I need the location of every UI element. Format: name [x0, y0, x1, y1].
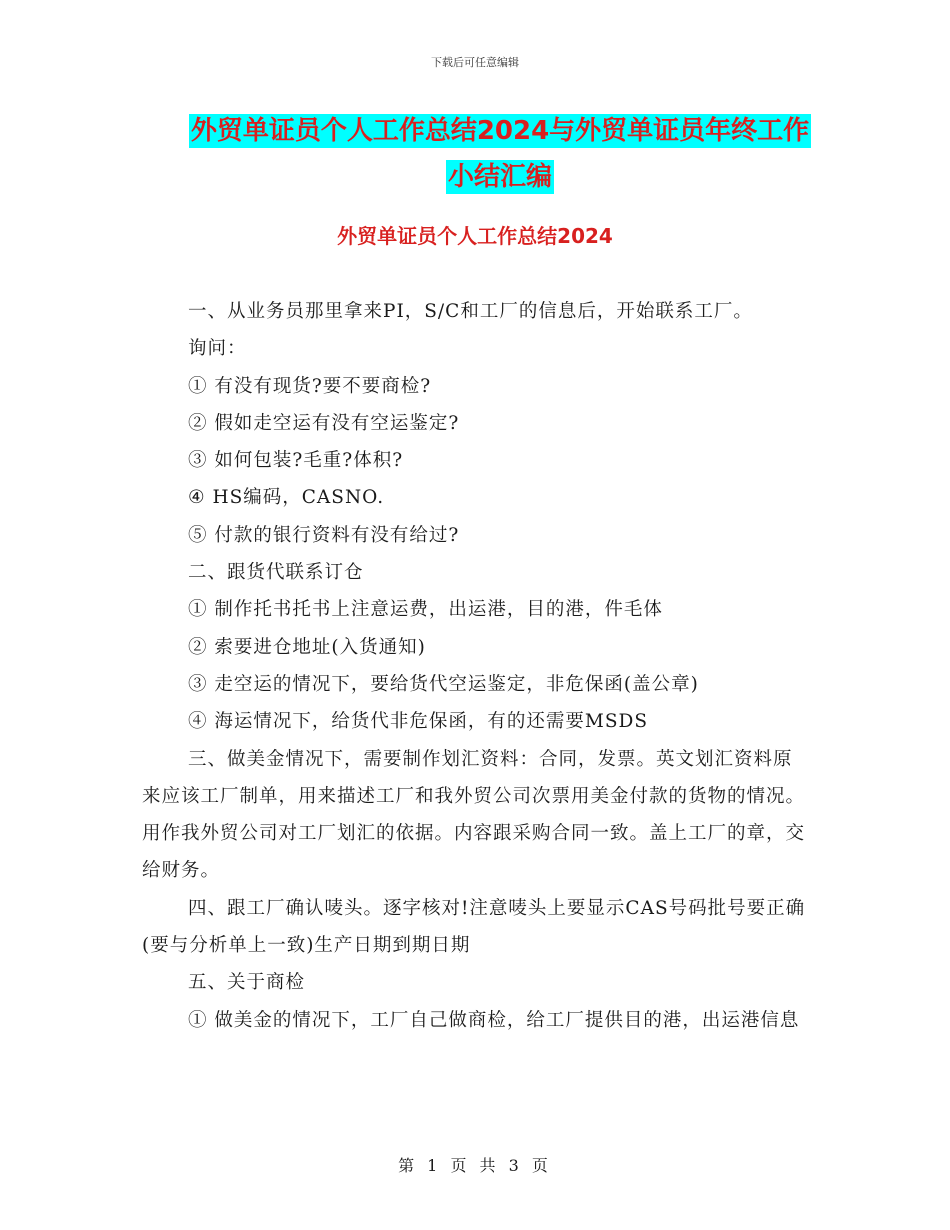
- list-item: ③ 如何包装?毛重?体积?: [188, 450, 404, 472]
- section-title: 外贸单证员个人工作总结2024: [337, 224, 613, 248]
- list-item: ③ 走空运的情况下，要给货代空运鉴定，非危保函(盖公章): [188, 673, 699, 695]
- paragraph: 四、跟工厂确认唛头。逐字核对!注意唛头上要显示CAS号码批号要正确(要与分析单上一致)生产日期到期日期: [142, 897, 806, 957]
- document-title: [140, 108, 860, 200]
- paragraph: 一、从业务员那里拿来PI，S/C和工厂的信息后，开始联系工厂。: [188, 301, 753, 322]
- list-item: ④ HS编码，CASNO.: [188, 487, 385, 509]
- list-item: ① 制作托书托书上注意运费，出运港，目的港，件毛体: [188, 599, 663, 621]
- paragraph: 二、跟货代联系订仓: [188, 562, 364, 584]
- page-footer: 第 1 页 共 3 页: [398, 1156, 552, 1175]
- list-item: ① 有没有现货?要不要商检?: [188, 375, 432, 397]
- document-title-line2: 小结汇编: [447, 162, 552, 192]
- list-item: ② 索要进仓地址(入货通知): [188, 636, 426, 658]
- document-title-line1: 外贸单证员个人工作总结2024与外贸单证员年终工作: [190, 116, 810, 146]
- paragraph: 三、做美金情况下，需要制作划汇资料：合同，发票。英文划汇资料原来应该工厂制单，用来描述工厂和我外贸公司次票用美金付款的货物的情况。用作我外贸公司对工厂划汇的依据。内容跟采购合同一致。盖上工厂的章，交给财务。: [142, 748, 806, 882]
- list-item: ④ 海运情况下，给货代非危保函，有的还需要MSDS: [188, 711, 649, 733]
- list-item: ② 假如走空运有没有空运鉴定?: [188, 412, 460, 434]
- paragraph: 五、关于商检: [188, 972, 306, 994]
- body-text: [142, 293, 808, 1039]
- list-item: ① 做美金的情况下，工厂自己做商检，给工厂提供目的港，出运港信息: [188, 1009, 800, 1031]
- list-item: ⑤ 付款的银行资料有没有给过?: [188, 524, 460, 546]
- paragraph: 询问：: [188, 338, 247, 360]
- header-note: 下载后可任意编辑: [431, 56, 519, 69]
